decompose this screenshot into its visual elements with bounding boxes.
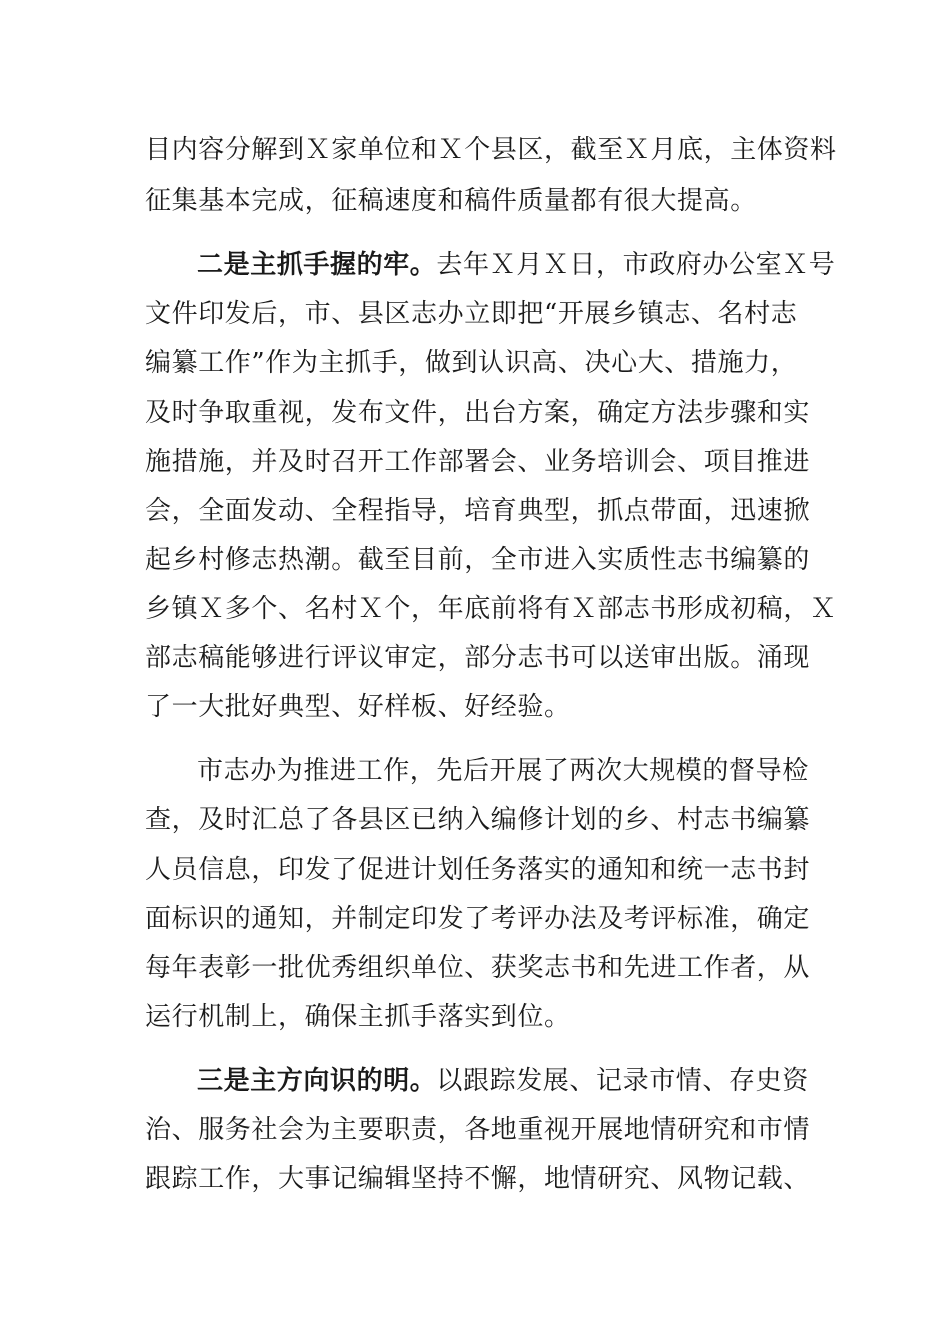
paragraph-2-line-5: 施措施，并及时召开工作部署会、业务培训会、项目推进 — [145, 447, 811, 477]
paragraph-1-line-2: 征集基本完成，征稿速度和稿件质量都有很大提高。 — [145, 186, 757, 216]
paragraph-1-line-1: 目内容分解到Ｘ家单位和Ｘ个县区，截至Ｘ月底，主体资料 — [145, 135, 837, 165]
paragraph-2-line-1 — [197, 250, 835, 280]
paragraph-3-line-1: 市志办为推进工作，先后开展了两次大规模的督导检 — [197, 756, 809, 786]
paragraph-2-line-8: 乡镇Ｘ多个、名村Ｘ个，年底前将有Ｘ部志书形成初稿，Ｘ — [145, 594, 837, 624]
paragraph-3-line-6: 运行机制上，确保主抓手落实到位。 — [145, 1002, 571, 1032]
paragraph-3-line-4: 面标识的通知，并制定印发了考评办法及考评标准，确定 — [145, 904, 811, 934]
paragraph-2-line-7: 起乡村修志热潮。截至目前，全市进入实质性志书编纂的 — [145, 545, 811, 575]
paragraph-2-line-3: 编纂工作”作为主抓手，做到认识高、决心大、措施力， — [145, 348, 798, 378]
paragraph-3-line-3: 人员信息，印发了促进计划任务落实的通知和统一志书封 — [145, 855, 811, 885]
paragraph-3-line-5: 每年表彰一批优秀组织单位、获奖志书和先进工作者，从 — [145, 953, 811, 983]
paragraph-4-heading: 三是主方向识的明。 — [197, 1066, 437, 1096]
paragraph-2-heading: 二是主抓手握的牢。 — [197, 250, 437, 280]
paragraph-4-line-3: 跟踪工作，大事记编辑坚持不懈，地情研究、风物记载、 — [145, 1164, 811, 1194]
paragraph-4-line-2: 治、服务社会为主要职责，各地重视开展地情研究和市情 — [145, 1115, 811, 1145]
paragraph-4-line-1 — [197, 1066, 809, 1096]
paragraph-2-line-2: 文件印发后，市、县区志办立即把“开展乡镇志、名村志 — [145, 299, 798, 329]
paragraph-2-line-9: 部志稿能够进行评议审定，部分志书可以送审出版。涌现 — [145, 643, 811, 673]
paragraph-4-line-1-text: 以跟踪发展、记录市情、存史资 — [436, 1066, 809, 1096]
paragraph-2-line-1-text: 去年Ｘ月Ｘ日，市政府办公室Ｘ号 — [436, 250, 836, 280]
paragraph-2-line-10: 了一大批好典型、好样板、好经验。 — [145, 692, 571, 722]
paragraph-3-line-2: 查，及时汇总了各县区已纳入编修计划的乡、村志书编纂 — [145, 805, 811, 835]
paragraph-2-line-4: 及时争取重视，发布文件，出台方案，确定方法步骤和实 — [145, 398, 811, 428]
paragraph-2-line-6: 会，全面发动、全程指导，培育典型，抓点带面，迅速掀 — [145, 496, 811, 526]
